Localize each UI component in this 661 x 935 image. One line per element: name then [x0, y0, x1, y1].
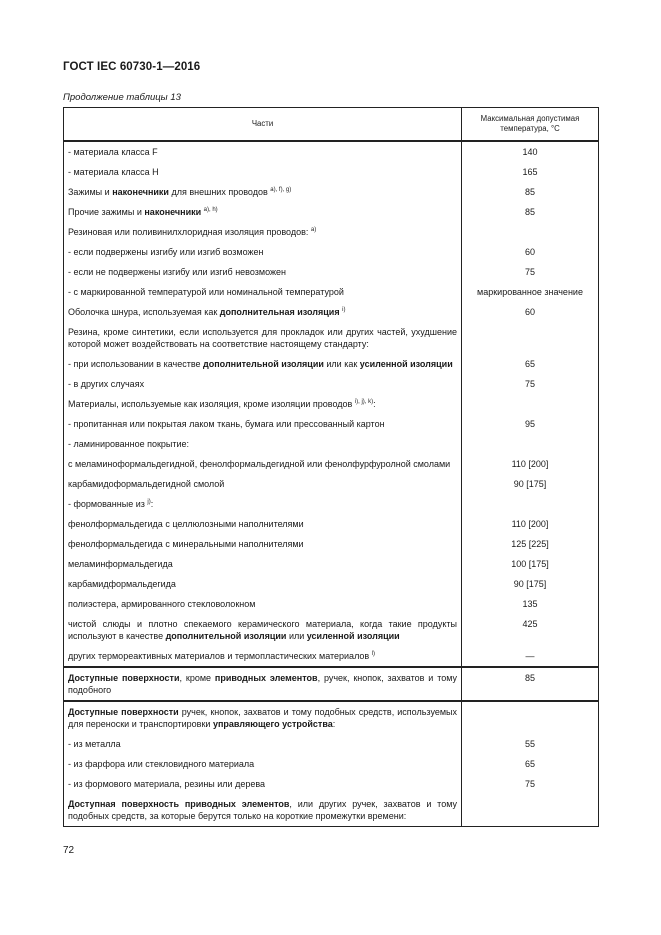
bold-term: дополнительной изоляции — [165, 631, 287, 641]
part-description — [64, 646, 462, 667]
footnote-ref: a), f), g) — [270, 187, 292, 193]
max-temperature-value: 165 — [462, 162, 599, 182]
text-segment: - в других случаях — [68, 379, 145, 389]
table-row — [64, 354, 599, 374]
text-segment: , кроме — [179, 673, 215, 683]
text-segment: Прочие зажимы и — [68, 207, 145, 217]
footnote-ref: i), j), k) — [354, 399, 374, 405]
table-row — [64, 754, 599, 774]
bold-term: усиленной изоляции — [359, 359, 453, 369]
page-number: 72 — [63, 845, 75, 856]
part-description — [64, 774, 462, 794]
text-segment: других термореактивных материалов и термопластических материалов — [68, 651, 372, 661]
bold-term: усиленной изоляции — [306, 631, 400, 641]
part-description — [64, 242, 462, 262]
part-description — [64, 574, 462, 594]
part-description — [64, 354, 462, 374]
part-description — [64, 534, 462, 554]
max-temperature-value — [462, 701, 599, 734]
text-segment: - при использовании в качестве — [68, 359, 204, 369]
footnote-ref: j) — [147, 499, 151, 505]
text-segment: - из формового материала, резины или дерева — [68, 779, 266, 789]
table-row — [64, 454, 599, 474]
text-segment: : — [373, 399, 376, 409]
text-segment: , или других ручек, захватов и тому подобных средств, за которые берутся только на короткие промежутки времени: — [68, 799, 457, 821]
table-row — [64, 434, 599, 454]
table-caption: Продолжение таблицы 13 — [63, 92, 181, 103]
text-segment: карбамидоформальдегидной смолой — [68, 479, 225, 489]
max-temperature-value: 90 [175] — [462, 474, 599, 494]
document-id: ГОСТ IEC 60730-1—2016 — [63, 61, 201, 73]
text-segment: ручек, кнопок, захватов и тому подобных средств, используемых для переноски и транспортировки — [68, 707, 458, 729]
table-row — [64, 701, 599, 734]
max-temperature-value: 110 [200] — [462, 514, 599, 534]
max-temperature-value — [462, 494, 599, 514]
part-description — [64, 394, 462, 414]
part-description — [64, 454, 462, 474]
table-row — [64, 182, 599, 202]
bold-term: приводных элементов — [214, 673, 318, 683]
max-temperature-value: 85 — [462, 182, 599, 202]
max-temperature-value: 135 — [462, 594, 599, 614]
column-header-temperature-line1: Максимальная допустимая — [480, 114, 580, 123]
part-description — [64, 734, 462, 754]
bold-term: дополнительной изоляции — [203, 359, 324, 369]
max-temperature-value: 55 — [462, 734, 599, 754]
part-description — [64, 414, 462, 434]
part-description — [64, 202, 462, 222]
part-description — [64, 162, 462, 182]
table-row — [64, 594, 599, 614]
bold-term: Доступные поверхности — [68, 673, 180, 683]
table-row — [64, 667, 599, 701]
footnote-ref: l) — [371, 651, 376, 657]
part-description — [64, 141, 462, 162]
part-description — [64, 794, 462, 827]
text-segment: - из фарфора или стекловидного материала — [68, 759, 255, 769]
table-row — [64, 574, 599, 594]
max-temperature-value: 85 — [462, 202, 599, 222]
max-temperature-value: — — [462, 646, 599, 667]
max-temperature-value: 60 — [462, 302, 599, 322]
max-temperature-value: 85 — [462, 667, 599, 701]
table-row — [64, 302, 599, 322]
text-segment: или — [286, 631, 307, 641]
max-temperature-value — [462, 394, 599, 414]
table-row — [64, 534, 599, 554]
table-row — [64, 474, 599, 494]
column-header-parts: Части — [64, 108, 462, 142]
table-row — [64, 141, 599, 162]
part-description — [64, 322, 462, 354]
footnote-ref: a) — [310, 227, 317, 233]
table-row — [64, 494, 599, 514]
text-segment: фенолформальдегида с целлюлозными наполнителями — [68, 519, 304, 529]
text-segment: - материала класса F — [68, 147, 158, 157]
text-segment: - материала класса H — [68, 167, 159, 177]
text-segment: - из металла — [68, 739, 121, 749]
footnote-ref: i) — [342, 307, 346, 313]
table-header-row — [64, 108, 599, 142]
max-temperature-value: 75 — [462, 262, 599, 282]
text-segment: : — [332, 719, 336, 729]
part-description — [64, 494, 462, 514]
text-segment: - если подвержены изгибу или изгиб возможен — [68, 247, 264, 257]
part-description — [64, 182, 462, 202]
max-temperature-value — [462, 794, 599, 827]
text-segment: с меламиноформальдегидной, фенолформальдегидной или фенолфурфуролной смолами — [68, 459, 451, 469]
table-row — [64, 394, 599, 414]
bold-term: наконечники — [144, 207, 202, 217]
part-description — [64, 701, 462, 734]
text-segment: фенолформальдегида с минеральными наполнителями — [68, 539, 304, 549]
text-segment: - если не подвержены изгибу или изгиб невозможен — [68, 267, 286, 277]
table-row — [64, 414, 599, 434]
max-temperature-value: 65 — [462, 754, 599, 774]
max-temperature-value: 65 — [462, 354, 599, 374]
text-segment: для внешних проводов — [168, 187, 271, 197]
table-row — [64, 734, 599, 754]
table-row — [64, 202, 599, 222]
max-temperature-value — [462, 434, 599, 454]
table-row — [64, 262, 599, 282]
max-temperature-value: 75 — [462, 774, 599, 794]
bold-term: Доступные поверхности — [68, 707, 179, 717]
max-temperature-value: 60 — [462, 242, 599, 262]
table-row — [64, 162, 599, 182]
part-description — [64, 614, 462, 646]
part-description — [64, 222, 462, 242]
column-header-temperature-line2: температура, °С — [500, 124, 560, 133]
part-description — [64, 754, 462, 774]
column-header-temperature — [462, 108, 599, 142]
text-segment: - с маркированной температурой или номинальной температурой — [68, 287, 344, 297]
text-segment: Оболочка шнура, используемая как — [68, 307, 220, 317]
text-segment: , ручек, кнопок, захватов и тому подобного — [68, 673, 458, 695]
text-segment: чистой слюды и плотно спекаемого керамического материала, когда такие продукты используют в качестве — [68, 619, 457, 641]
max-temperature-value — [462, 322, 599, 354]
max-temperature-value: 90 [175] — [462, 574, 599, 594]
text-segment: меламинформальдегида — [68, 559, 173, 569]
table-row — [64, 282, 599, 302]
part-description — [64, 302, 462, 322]
text-segment: - ламинированное покрытие: — [68, 439, 190, 449]
text-segment: карбамидформальдегида — [68, 579, 176, 589]
part-description — [64, 667, 462, 701]
text-segment: Резиновая или поливинилхлоридная изоляция проводов: — [68, 227, 311, 237]
table-row — [64, 374, 599, 394]
max-temperature-value: 125 [225] — [462, 534, 599, 554]
part-description — [64, 474, 462, 494]
text-segment: или как — [323, 359, 360, 369]
table-row — [64, 322, 599, 354]
bold-term: управляющего устройства — [212, 719, 333, 729]
max-temperature-value: 110 [200] — [462, 454, 599, 474]
table-row — [64, 554, 599, 574]
max-temperature-value: 95 — [462, 414, 599, 434]
table-row — [64, 222, 599, 242]
max-temperature-value: 425 — [462, 614, 599, 646]
max-temperature-value: маркированное значение — [462, 282, 599, 302]
part-description — [64, 282, 462, 302]
bold-term: наконечники — [112, 187, 169, 197]
text-segment: Материалы, используемые как изоляция, кроме изоляции проводов — [68, 399, 355, 409]
table-row — [64, 514, 599, 534]
table-row — [64, 614, 599, 646]
text-segment: Зажимы и — [68, 187, 113, 197]
max-temperature-value: 75 — [462, 374, 599, 394]
table-row — [64, 646, 599, 667]
footnote-ref: a), h) — [203, 207, 218, 213]
part-description — [64, 594, 462, 614]
text-segment: полиэстера, армированного стекловолокном — [68, 599, 256, 609]
temperature-table — [63, 107, 599, 827]
max-temperature-value: 100 [175] — [462, 554, 599, 574]
part-description — [64, 262, 462, 282]
part-description — [64, 554, 462, 574]
text-segment: - формованные из — [68, 499, 148, 509]
max-temperature-value — [462, 222, 599, 242]
part-description — [64, 374, 462, 394]
part-description — [64, 434, 462, 454]
text-segment: : — [150, 499, 154, 509]
table-row — [64, 774, 599, 794]
table-row — [64, 242, 599, 262]
bold-term: Доступная поверхность приводных элементов — [68, 799, 290, 809]
bold-term: дополнительная изоляция — [219, 307, 340, 317]
text-segment: Резина, кроме синтетики, если используется для прокладок или других частей, ухудшение которой может воздействовать на соответствие настоящему стандарту: — [68, 327, 457, 349]
max-temperature-value: 140 — [462, 141, 599, 162]
text-segment: - пропитанная или покрытая лаком ткань, бумага или прессованный картон — [68, 419, 385, 429]
table-row — [64, 794, 599, 827]
part-description — [64, 514, 462, 534]
